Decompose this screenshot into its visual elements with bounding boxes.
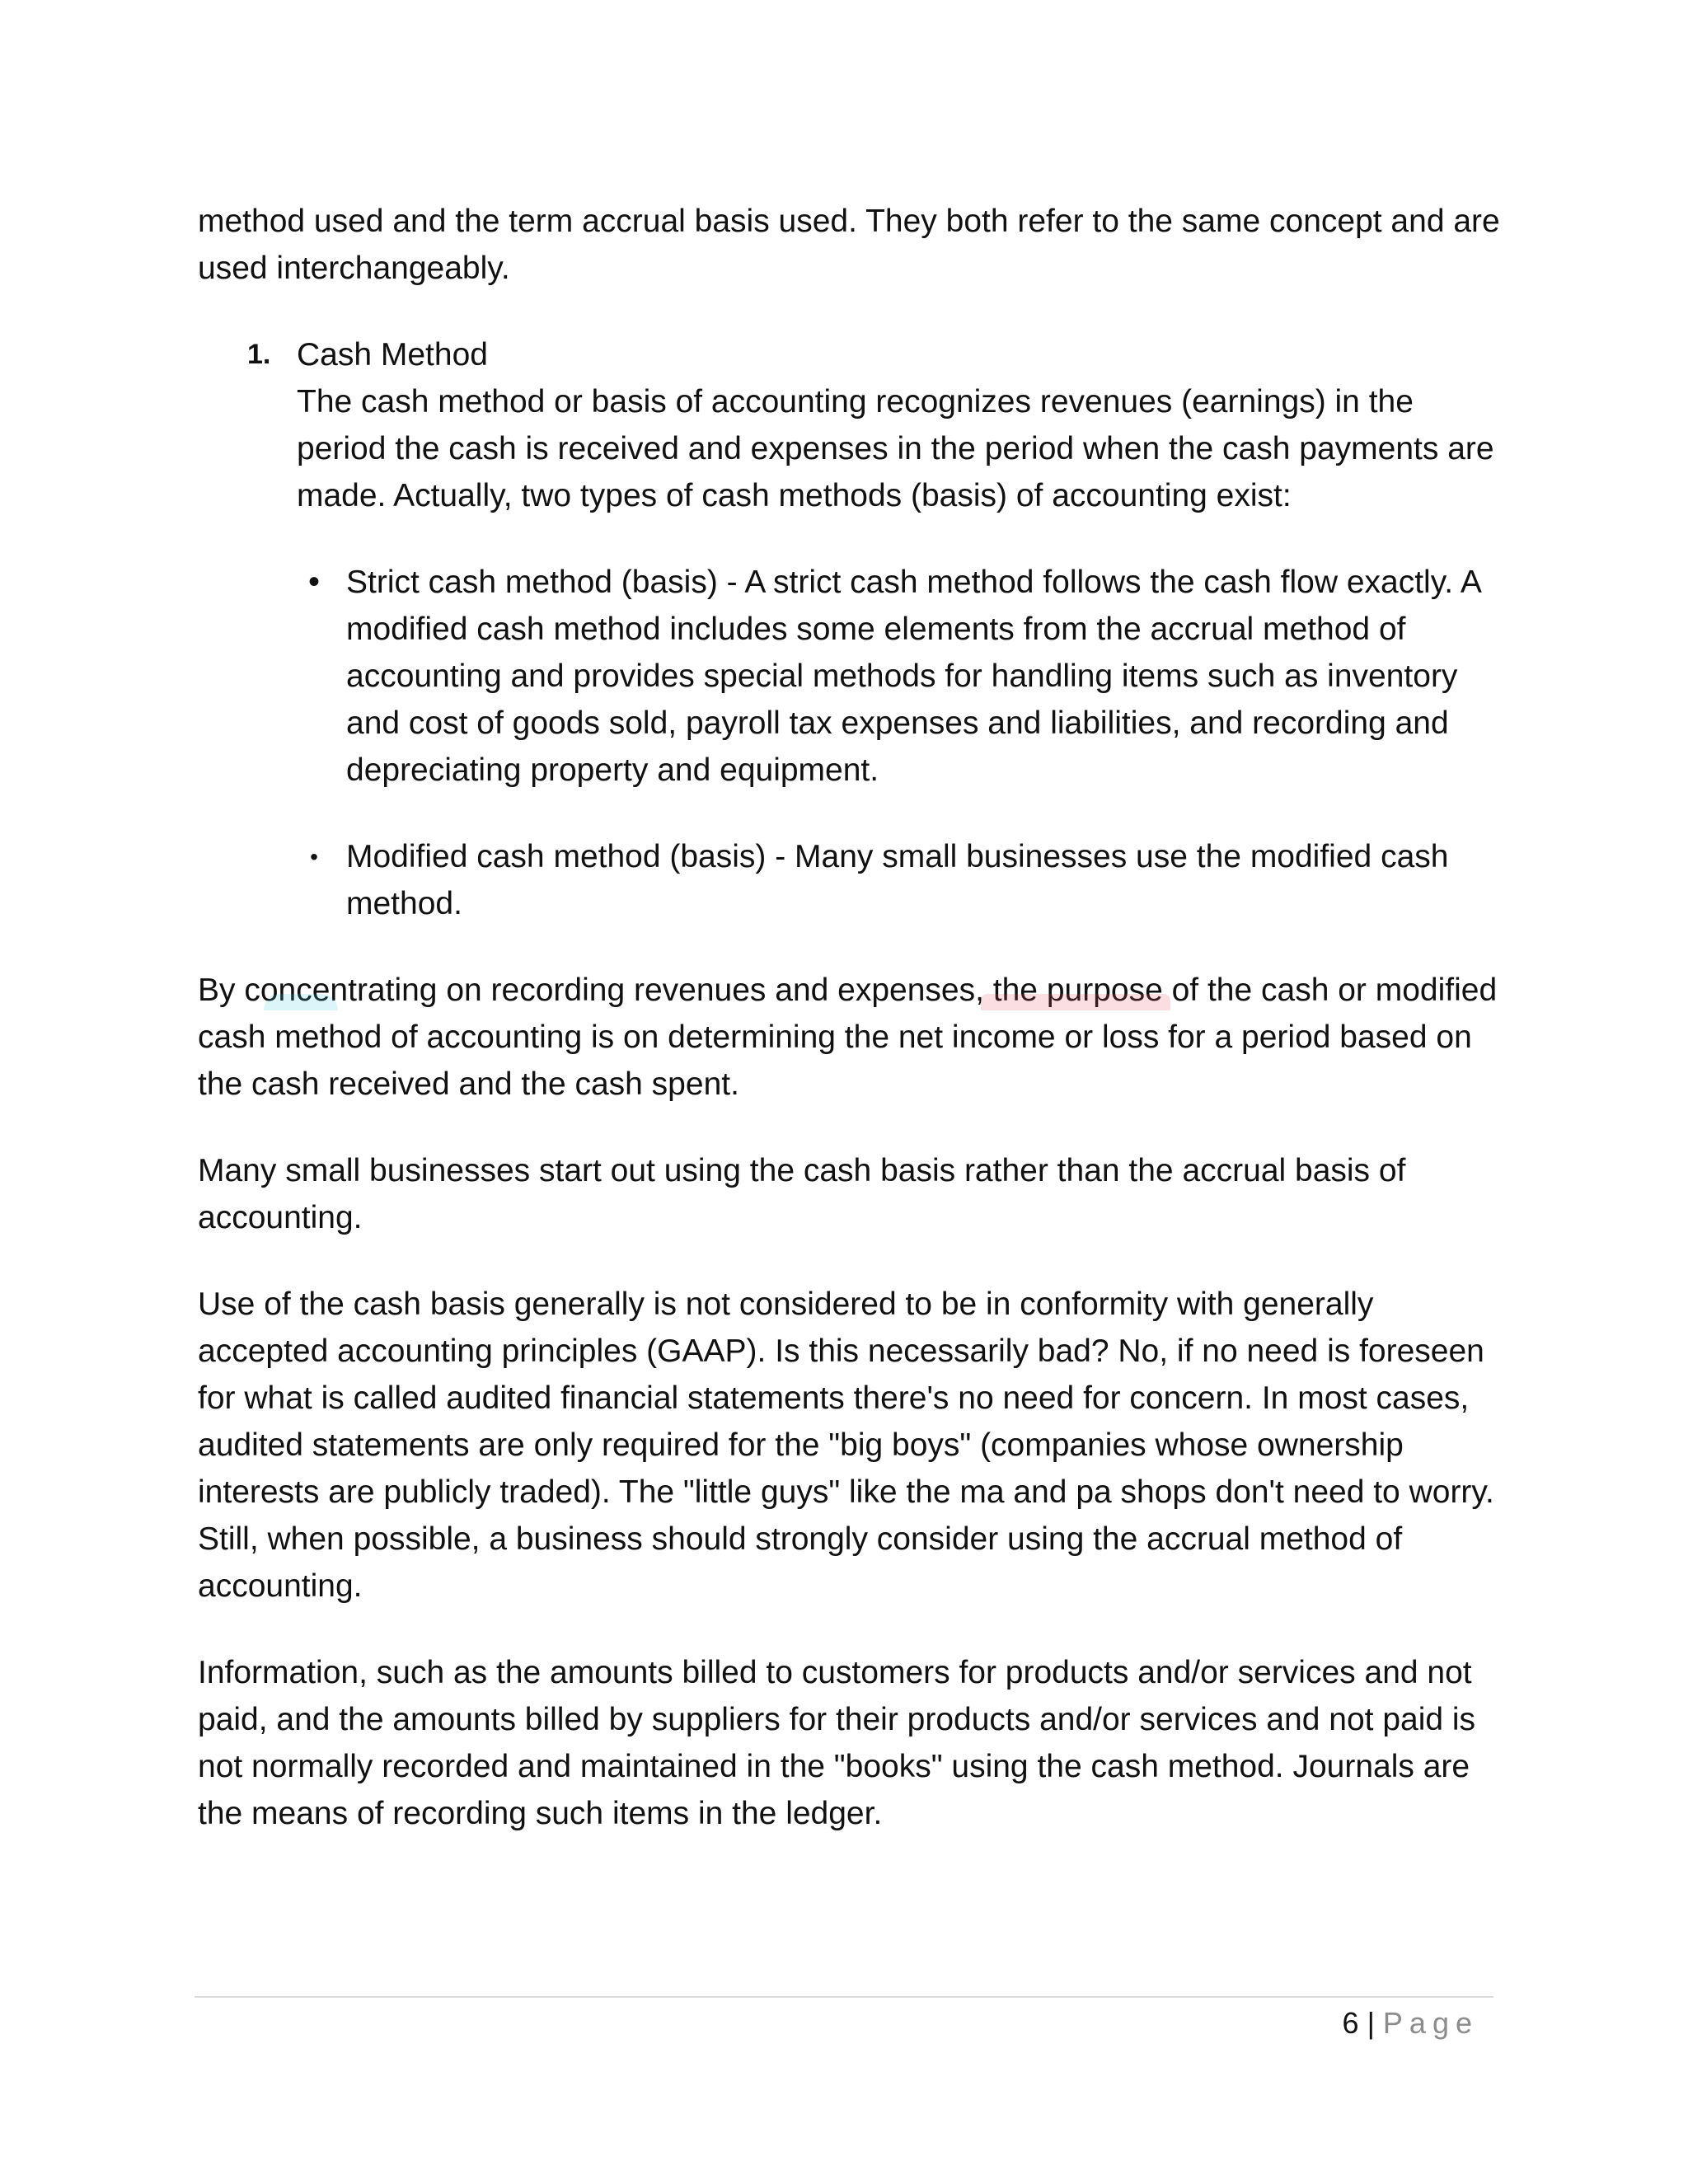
page-label: Page	[1382, 2006, 1479, 2040]
paragraph-gaap: Use of the cash basis generally is not considered to be in conformity with generally accepted accounting principles (GAAP). Is this necessarily bad? No, if no need is foreseen for what is called audited financial statements there's no need for concern. In most cases, audited statements are only required for the "big boys" (companies whose ownership interests are publicly traded). The "little guys" like the ma and pa shops don't need to worry. Still, when possible, a business should strongly consider using the accrual method of accounting.	[198, 1286, 1494, 1604]
paragraph-information: Information, such as the amounts billed to customers for products and/or services and not paid, and the amounts billed by suppliers for their products and/or services and not paid is not normally recorded and maintained in the "books" using the cash method. Journals are the means of recording such items in the ledger.	[198, 1655, 1476, 1831]
bullet-list	[198, 559, 1500, 927]
bullet-icon: •	[307, 564, 320, 600]
page-footer	[1343, 2003, 1479, 2044]
bullet-item-modified-cash	[198, 833, 1500, 927]
footer-separator: |	[1367, 2006, 1375, 2040]
section-heading: Cash Method	[297, 337, 488, 373]
footer-divider	[195, 1996, 1493, 1998]
paragraph-small-businesses: Many small businesses start out using the cash basis rather than the accrual basis of accounting.	[198, 1153, 1406, 1235]
bullet-item-strict-cash	[198, 559, 1500, 794]
numbered-list-item-cash-method	[198, 331, 1500, 519]
intro-paragraph: method used and the term accrual basis used. They both refer to the same concept and are used interchangeably.	[198, 204, 1500, 286]
page-content	[198, 198, 1500, 1877]
list-number-marker: 1.	[247, 339, 271, 370]
section-body: The cash method or basis of accounting recognizes revenues (earnings) in the period the cash is received and expenses in the period when the cash payments are made. Actually, two types of cash methods (basis) of accounting exist:	[297, 384, 1494, 513]
bullet-text: Strict cash method (basis) - A strict cash method follows the cash flow exactly. A modified cash method includes some elements from the accrual method of accounting and provides special methods for handling items such as inventory and cost of goods sold, payroll tax expenses and liabilities, and recording and depreciating property and equipment.	[346, 565, 1480, 788]
page-number: 6	[1342, 2006, 1359, 2040]
bullet-text: Modified cash method (basis) - Many small businesses use the modified cash method.	[346, 839, 1449, 921]
bullet-icon: •	[310, 844, 318, 869]
paragraph-net-income: By concentrating on recording revenues and expenses, the purpose of the cash or modified cash method of accounting is on determining the net income or loss for a period based on the cash received and the cash spent.	[198, 972, 1498, 1102]
